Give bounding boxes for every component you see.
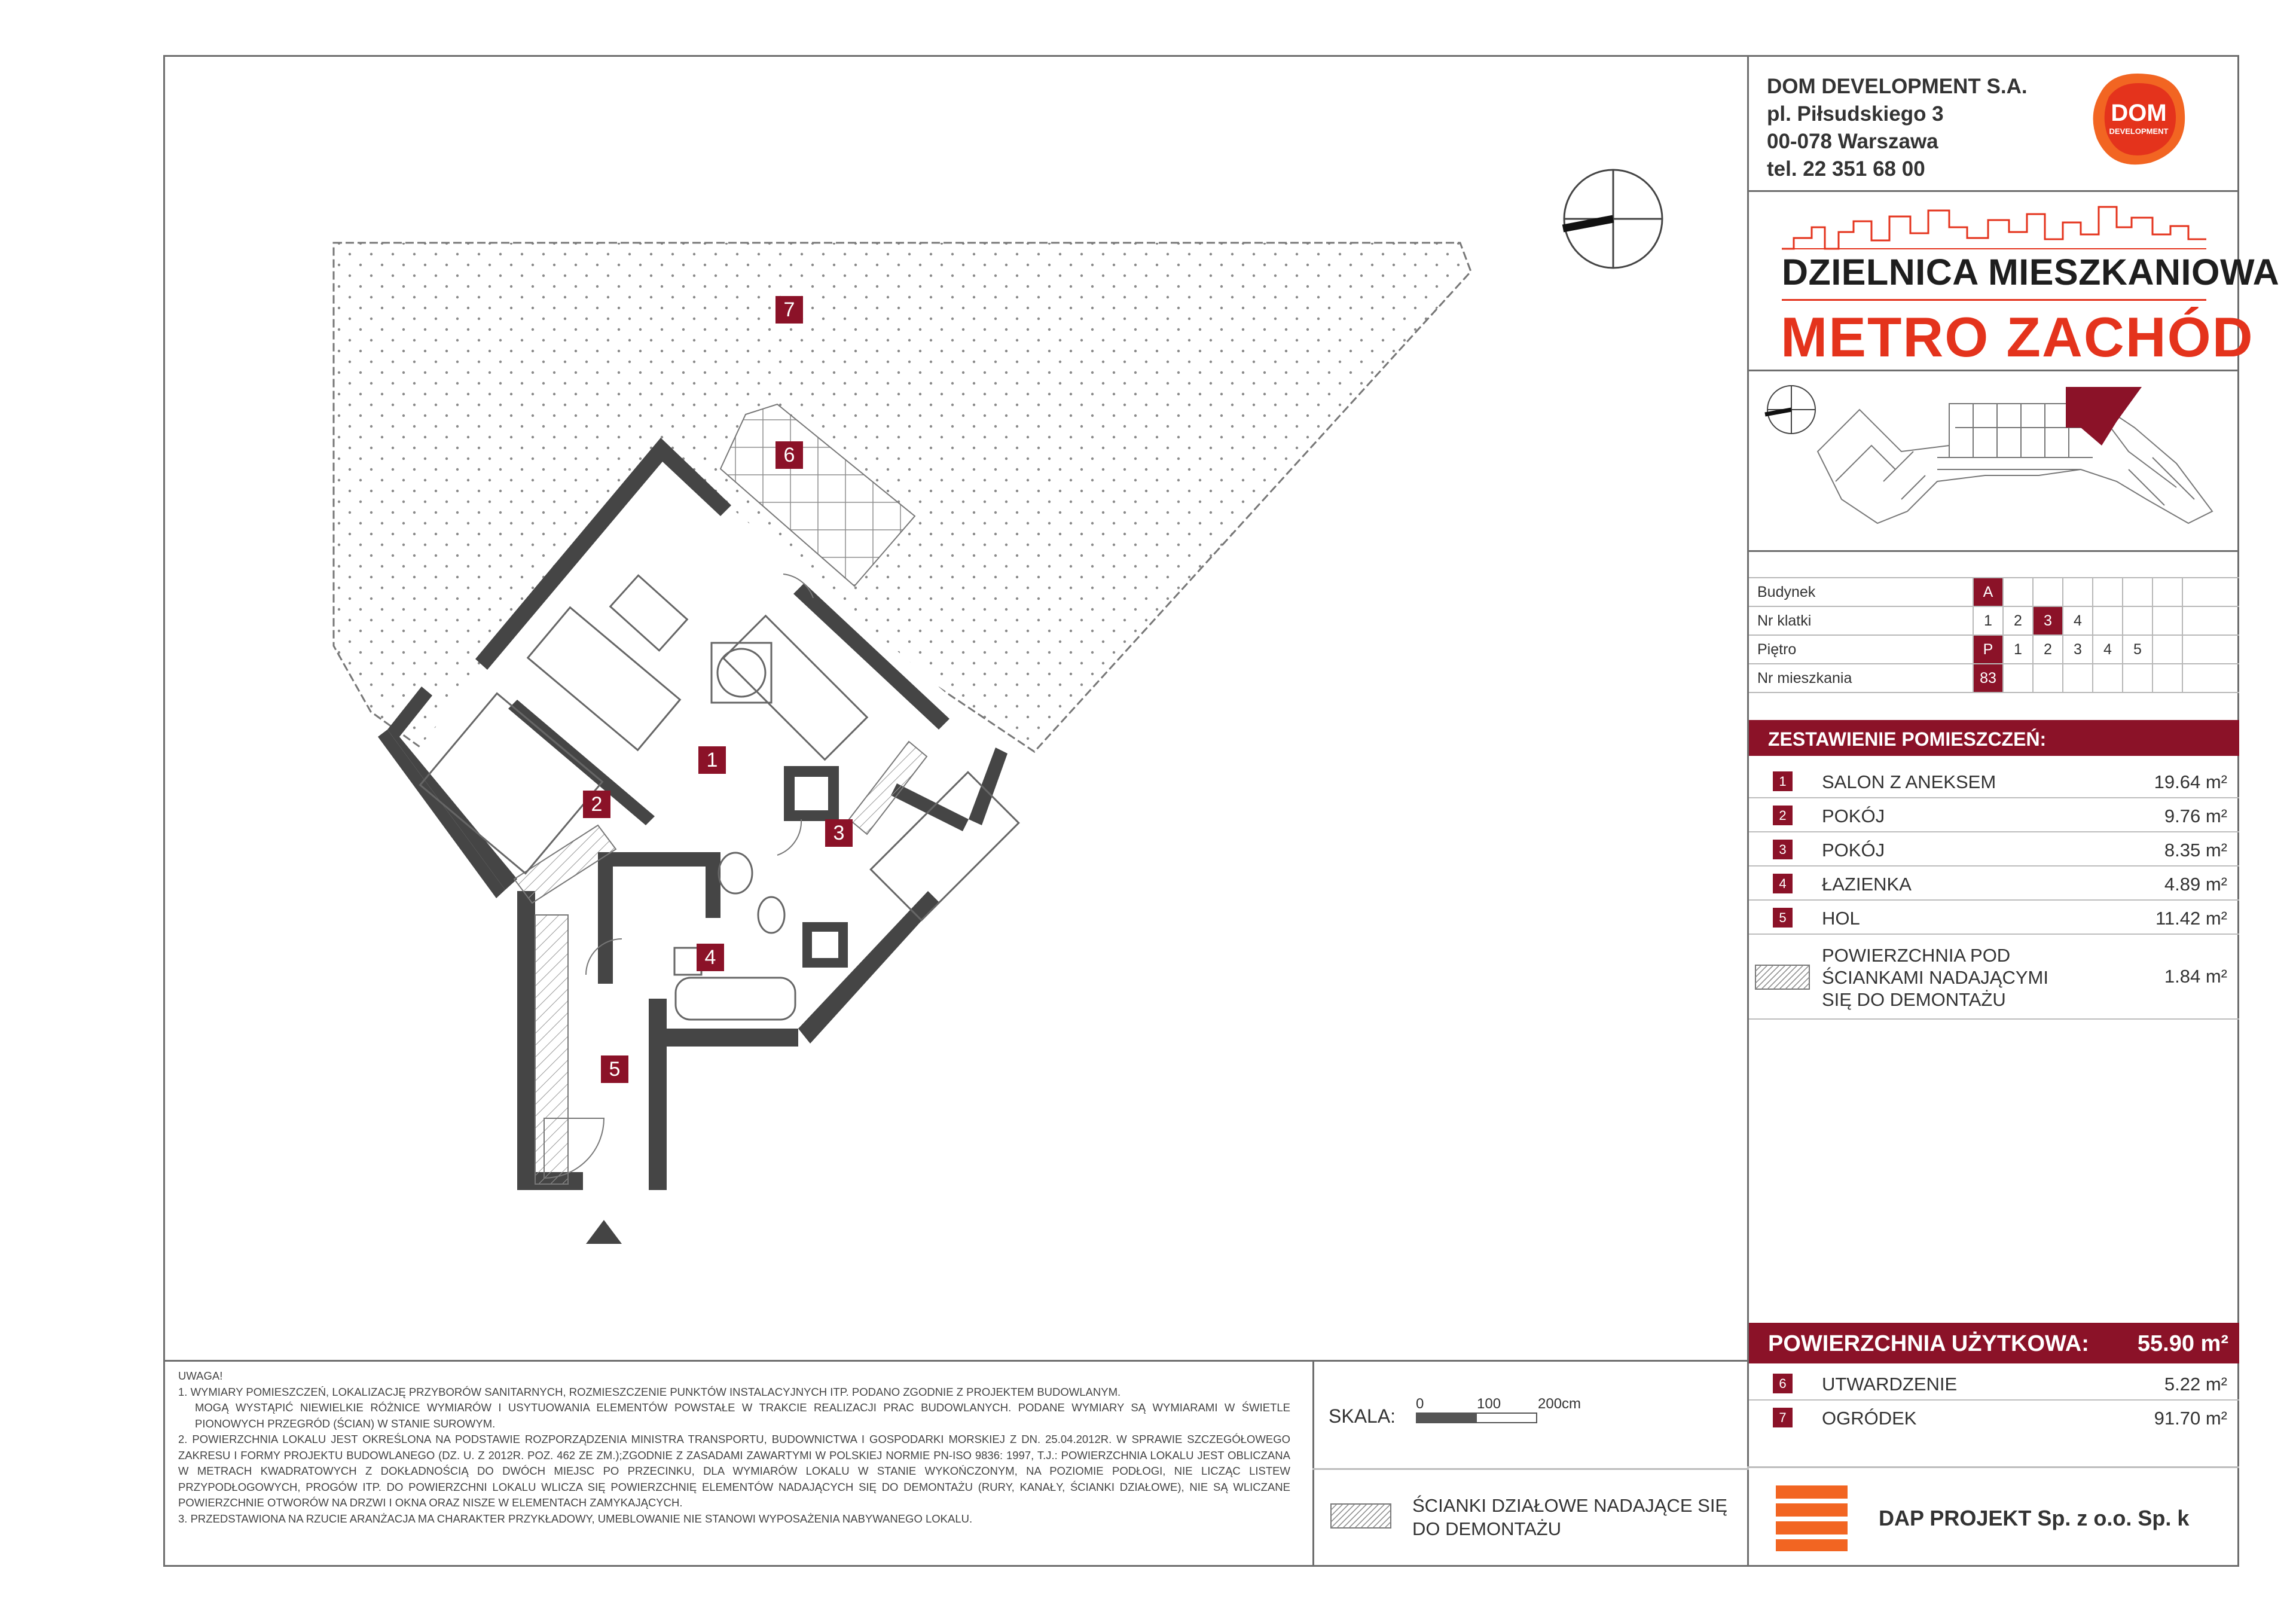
extra-name: UTWARDZENIE [1822, 1374, 1958, 1395]
walls-area-row [1749, 935, 2239, 1018]
floor-plan [323, 227, 1483, 1256]
klatka-option-selected: 3 [2033, 606, 2063, 635]
plan-label-terrace-6: 6 [775, 441, 803, 469]
room-name: SALON Z ANEKSEM [1822, 771, 1996, 792]
extra-area: 91.70 m² [2154, 1408, 2227, 1429]
pietro-label: Piętro [1749, 635, 1973, 664]
divider-notes-scale [1312, 1360, 1314, 1567]
note-1: 1. WYMIARY POMIESZCZEŃ, LOKALIZACJĘ PRZYBORÓW SANITARNYCH, ROZMIESZCZENIE PUNKTÓW INSTALACYJNYCH ITP. PODANO ZGODNIE Z PROJEKTEM BUDOWLANYM. [178, 1385, 1121, 1398]
extra-area: 5.22 m² [2164, 1374, 2227, 1395]
extra-name: OGRÓDEK [1822, 1408, 1917, 1429]
room-row [1749, 832, 2239, 867]
divider-notes [163, 1360, 1749, 1362]
extra-row [1749, 1401, 2239, 1435]
room-name: POKÓJ [1822, 840, 1885, 861]
rooms-header-text: ZESTAWIENIE POMIESZCZEŃ: [1768, 728, 2047, 750]
key-plan-compass-icon [1765, 386, 1815, 434]
total-area-value: 55.90 m² [2137, 1331, 2228, 1356]
room-row [1749, 764, 2239, 798]
architect-name: DAP PROJEKT Sp. z o.o. Sp. k [1879, 1506, 2190, 1530]
scale-tick-0: 0 [1416, 1396, 1424, 1412]
hatch-swatch-icon [1755, 965, 1810, 990]
demountable-wall [535, 915, 568, 1184]
row-pietro [1749, 635, 2239, 664]
company-city: 00-078 Warszawa [1767, 130, 1938, 153]
dom-development-logo [2088, 67, 2190, 169]
klatka-label: Nr klatki [1749, 606, 1973, 635]
divider-title [1747, 370, 2239, 371]
room-number-badge: 1 [1773, 771, 1793, 791]
note-2: 2. POWIERZCHNIA LOKALU JEST OKREŚLONA NA PODSTAWIE ROZPORZĄDZENIA MINISTRA TRANSPORTU, BUDOWNICTWA I GOSPODARKI MORSKIEJ Z DN. 25.04.2012R. W SPRAWIE SZCZEGÓŁOWEGO ZAKRESU I FORMY PROJEKTU BUDOWLANEGO (DZ. U. Z 2012R. POZ. 462 ZE ZM.);ZGODNIE Z ZASADAMI ZAWARTYMI W POLSKIEJ NORMIE PN-ISO 9836: 1997, T.J.: POWIERZCHNIA LOKALU JEST OBLICZANA W METRACH KWADRATOWYCH Z DOKŁADNOŚCIĄ DO DWÓCH MIEJSC PO PRZECINKU, DLA WYMIARÓW LOKALU W STANIE WYKOŃCZONYM, NA POZIOMIE PODŁOGI, NIE LICZĄC LISTEW PRZYPODŁOGOWYCH, PROGÓW ITP. DO POWIERZCHNI LOKALU WLICZA SIĘ POWIERZCHNIĘ ELEMENTÓW NADAJĄCYCH SIĘ DO DEMONTAŻU (RURY, KANAŁY, ŚCIANKI DZIAŁOWE), NIE SĄ WLICZANE POWIERZCHNIE OTWORÓW NA DRZWI I OKNA ORAZ NISZE W ELEMENTACH ZAMYKAJĄCYCH. [178, 1433, 1290, 1509]
walls-area-label: POWIERZCHNIA POD ŚCIANKAMI NADAJĄCYMI SIĘ DO DEMONTAŻU [1822, 945, 2048, 1010]
notes-block [178, 1368, 1290, 1527]
notes-heading: UWAGA! [178, 1369, 223, 1382]
scale-label: SKALA: [1329, 1405, 1396, 1427]
logo-text-dom: DOM [2111, 100, 2167, 126]
room-area: 4.89 m² [2164, 874, 2227, 895]
plan-label-room-3: 3 [825, 819, 853, 847]
pietro-option: 1 [2003, 635, 2033, 664]
project-title-line2: METRO ZACHÓD [1781, 306, 2254, 368]
plan-label-room-5: 5 [601, 1055, 628, 1083]
divider-extras [1747, 1466, 2239, 1468]
budynek-label: Budynek [1749, 578, 1973, 606]
pietro-option: 3 [2063, 635, 2093, 664]
entrance-arrow-icon [586, 1220, 622, 1244]
pietro-option: 4 [2093, 635, 2123, 664]
room-name: POKÓJ [1822, 806, 1885, 826]
divider-keyplan [1747, 550, 2239, 552]
total-area-label: POWIERZCHNIA UŻYTKOWA: [1768, 1331, 2089, 1356]
logo-text-development: DEVELOPMENT [2109, 127, 2169, 136]
rooms-header [1749, 720, 2239, 756]
budynek-value: A [1973, 578, 2003, 606]
pietro-option: 5 [2123, 635, 2152, 664]
room-area: 19.64 m² [2154, 771, 2227, 792]
room-number-badge: 5 [1773, 908, 1793, 928]
note-1b: MOGĄ WYSTĄPIĆ NIEWIELKIE RÓŻNICE WYMIARÓW I USYTUOWANIA ELEMENTÓW POWSTAŁE W TRAKCIE REALIZACJI PRAC BUDOWLANYCH. PODANE WYMIARY SĄ WYMIARAMI W ŚWIETLE PIONOWYCH PRZEGRÓD (ŚCIAN) W STANIE SUROWYM. [195, 1401, 1290, 1430]
scale-tick-100: 100 [1477, 1396, 1501, 1412]
room-area: 8.35 m² [2164, 840, 2227, 861]
walls-area-value: 1.84 m² [2164, 966, 2227, 987]
room-area: 11.42 m² [2155, 908, 2227, 929]
company-address [1767, 73, 2028, 183]
divider-scale-legend [1312, 1468, 1749, 1470]
plan-label-room-1: 1 [698, 746, 726, 774]
room-number-badge: 3 [1773, 840, 1793, 859]
skyline-icon [1782, 203, 2206, 250]
klatka-option: 1 [1973, 606, 2003, 635]
total-area-bar [1749, 1323, 2239, 1363]
unit-info-table [1749, 577, 2239, 693]
plan-label-room-4: 4 [697, 944, 724, 971]
mieszkanie-value: 83 [1973, 664, 2003, 692]
scale-tick-200: 200cm [1538, 1396, 1581, 1412]
mieszkanie-label: Nr mieszkania [1749, 664, 1973, 692]
pietro-option-selected: P [1973, 635, 2003, 664]
room-row [1749, 798, 2239, 832]
room-row [1749, 901, 2239, 935]
room-number-badge: 2 [1773, 806, 1793, 825]
project-title-line1: DZIELNICA MIESZKANIOWA [1782, 252, 2280, 292]
row-klatka [1749, 606, 2239, 635]
company-name: DOM DEVELOPMENT S.A. [1767, 75, 2028, 98]
plan-label-garden-7: 7 [775, 296, 803, 324]
room-area: 9.76 m² [2164, 806, 2227, 826]
row-budynek [1749, 578, 2239, 606]
extra-number-badge: 7 [1773, 1408, 1793, 1427]
klatka-option: 2 [2003, 606, 2033, 635]
legend-hatch-icon [1330, 1503, 1391, 1529]
company-phone: tel. 22 351 68 00 [1767, 157, 1925, 181]
room-name: ŁAZIENKA [1822, 874, 1912, 895]
room-name: HOL [1822, 908, 1860, 929]
room-number-badge: 4 [1773, 874, 1793, 893]
extra-row [1749, 1366, 2239, 1401]
company-street: pl. Piłsudskiego 3 [1767, 102, 1944, 126]
dap-logo [1776, 1485, 1848, 1551]
klatka-option: 4 [2063, 606, 2093, 635]
row-mieszkanie [1749, 664, 2239, 692]
title-rule [1782, 299, 2206, 301]
divider-header [1747, 190, 2239, 192]
extra-number-badge: 6 [1773, 1374, 1793, 1393]
key-plan [1758, 380, 2224, 541]
pietro-option: 2 [2033, 635, 2063, 664]
room-row [1749, 867, 2239, 901]
plan-label-room-2: 2 [583, 791, 610, 818]
north-compass-icon [1559, 165, 1667, 273]
note-3: 3. PRZEDSTAWIONA NA RZUCIE ARANŻACJA MA CHARAKTER PRZYKŁADOWY, UMEBLOWANIE NIE STANOWI WYPOSAŻENIA NABYWANEGO LOKALU. [178, 1512, 973, 1525]
scale-bar [1416, 1413, 1537, 1423]
legend-text: ŚCIANKI DZIAŁOWE NADAJĄCE SIĘ DO DEMONTAŻU [1412, 1495, 1728, 1539]
